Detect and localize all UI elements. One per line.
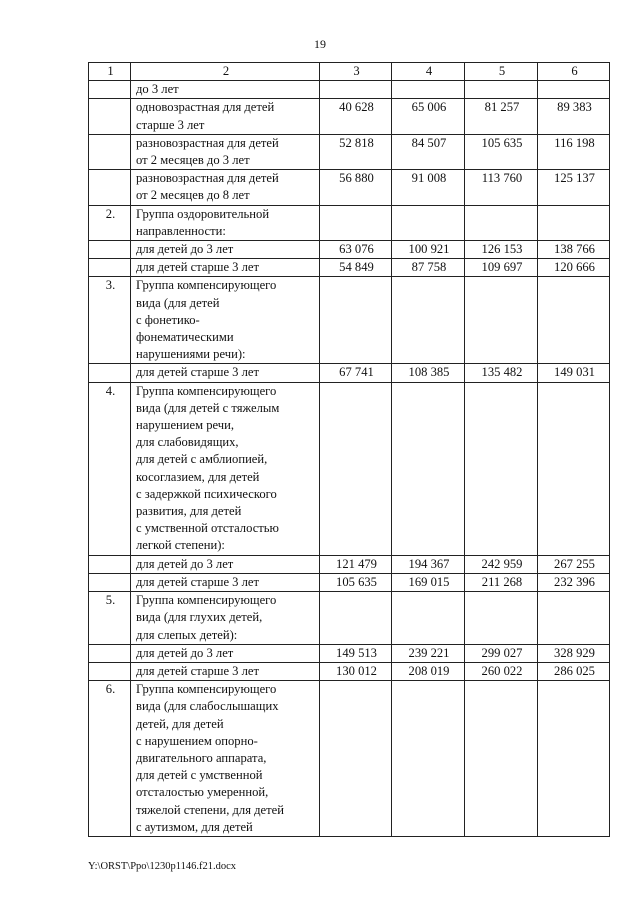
value-cell (538, 277, 610, 364)
row-label: Группа компенсирующего вида (для слабослышащих детей, для детей с нарушением опорно- двигательного аппарата, для детей с умственной отсталостью умеренной, тяжелой степени, для детей с аутизмом, для детей (131, 681, 320, 837)
row-label: Группа компенсирующего вида (для детей с фонетико- фонематическими нарушениями речи): (131, 277, 320, 364)
table-header-row (89, 63, 610, 81)
value-cell (320, 277, 392, 364)
value-cell: 54 849 (320, 259, 392, 277)
table-row (89, 99, 610, 134)
section-row (89, 382, 610, 555)
column-header: 6 (538, 63, 610, 81)
value-cell (320, 205, 392, 240)
value-cell (465, 592, 538, 645)
row-number: 5. (89, 592, 131, 645)
table-row (89, 644, 610, 662)
value-cell: 65 006 (392, 99, 465, 134)
row-label: для детей старше 3 лет (131, 364, 320, 382)
value-cell: 116 198 (538, 134, 610, 169)
value-cell (465, 382, 538, 555)
row-label: для детей до 3 лет (131, 555, 320, 573)
value-cell: 121 479 (320, 555, 392, 573)
value-cell: 138 766 (538, 241, 610, 259)
row-label: Группа компенсирующего вида (для детей с тяжелым нарушением речи, для слабовидящих, для детей с амблиопией, косоглазием, для детей с задержкой психического развития, для детей с умственной отсталостью легкой степени): (131, 382, 320, 555)
value-cell: 108 385 (392, 364, 465, 382)
row-label: для детей до 3 лет (131, 644, 320, 662)
value-cell: 120 666 (538, 259, 610, 277)
row-label: Группа компенсирующего вида (для глухих детей, для слепых детей): (131, 592, 320, 645)
row-number (89, 99, 131, 134)
value-cell (538, 382, 610, 555)
value-cell: 232 396 (538, 573, 610, 591)
value-cell: 242 959 (465, 555, 538, 573)
column-header: 2 (131, 63, 320, 81)
value-cell (538, 81, 610, 99)
column-header: 5 (465, 63, 538, 81)
value-cell: 149 513 (320, 644, 392, 662)
column-header: 4 (392, 63, 465, 81)
row-label: для детей старше 3 лет (131, 259, 320, 277)
section-row (89, 277, 610, 364)
row-label: одновозрастная для детей старше 3 лет (131, 99, 320, 134)
table-row (89, 259, 610, 277)
row-label: разновозрастная для детей от 2 месяцев до 8 лет (131, 170, 320, 205)
value-cell: 286 025 (538, 662, 610, 680)
value-cell: 105 635 (465, 134, 538, 169)
row-number (89, 573, 131, 591)
value-cell: 56 880 (320, 170, 392, 205)
row-number (89, 241, 131, 259)
value-cell: 239 221 (392, 644, 465, 662)
row-label: Группа оздоровительной направленности: (131, 205, 320, 240)
value-cell: 109 697 (465, 259, 538, 277)
value-cell (465, 205, 538, 240)
value-cell: 194 367 (392, 555, 465, 573)
row-number (89, 662, 131, 680)
value-cell (320, 382, 392, 555)
row-label: для детей старше 3 лет (131, 573, 320, 591)
table-row (89, 241, 610, 259)
value-cell (392, 382, 465, 555)
row-number: 4. (89, 382, 131, 555)
value-cell: 130 012 (320, 662, 392, 680)
value-cell (392, 681, 465, 837)
row-number (89, 555, 131, 573)
value-cell: 84 507 (392, 134, 465, 169)
table-row (89, 170, 610, 205)
row-number (89, 170, 131, 205)
row-label: до 3 лет (131, 81, 320, 99)
value-cell: 299 027 (465, 644, 538, 662)
value-cell: 87 758 (392, 259, 465, 277)
row-number (89, 134, 131, 169)
row-number (89, 644, 131, 662)
value-cell: 267 255 (538, 555, 610, 573)
value-cell (538, 681, 610, 837)
value-cell: 105 635 (320, 573, 392, 591)
value-cell: 149 031 (538, 364, 610, 382)
value-cell (320, 681, 392, 837)
value-cell (465, 277, 538, 364)
tariff-table (88, 62, 610, 837)
value-cell (320, 592, 392, 645)
table-row (89, 662, 610, 680)
value-cell: 91 008 (392, 170, 465, 205)
table-row (89, 364, 610, 382)
section-row (89, 592, 610, 645)
page-number: 19 (314, 37, 326, 51)
value-cell: 125 137 (538, 170, 610, 205)
value-cell (538, 592, 610, 645)
table-row (89, 81, 610, 99)
section-row (89, 681, 610, 837)
value-cell: 208 019 (392, 662, 465, 680)
value-cell: 81 257 (465, 99, 538, 134)
row-number (89, 259, 131, 277)
table-row (89, 134, 610, 169)
value-cell: 126 153 (465, 241, 538, 259)
value-cell (320, 81, 392, 99)
value-cell: 328 929 (538, 644, 610, 662)
section-row (89, 205, 610, 240)
file-path-footer: Y:\ORST\Ppo\1230p1146.f21.docx (88, 861, 236, 872)
row-label: для детей старше 3 лет (131, 662, 320, 680)
column-header: 1 (89, 63, 131, 81)
value-cell: 63 076 (320, 241, 392, 259)
value-cell: 67 741 (320, 364, 392, 382)
row-number (89, 364, 131, 382)
value-cell: 40 628 (320, 99, 392, 134)
column-header: 3 (320, 63, 392, 81)
value-cell (465, 681, 538, 837)
value-cell: 260 022 (465, 662, 538, 680)
row-number: 3. (89, 277, 131, 364)
value-cell: 52 818 (320, 134, 392, 169)
value-cell: 113 760 (465, 170, 538, 205)
row-number: 6. (89, 681, 131, 837)
value-cell (392, 592, 465, 645)
row-number (89, 81, 131, 99)
row-label: разновозрастная для детей от 2 месяцев до 3 лет (131, 134, 320, 169)
value-cell (392, 205, 465, 240)
value-cell (465, 81, 538, 99)
value-cell: 169 015 (392, 573, 465, 591)
row-number: 2. (89, 205, 131, 240)
row-label: для детей до 3 лет (131, 241, 320, 259)
value-cell (392, 81, 465, 99)
table-row (89, 555, 610, 573)
value-cell (392, 277, 465, 364)
table-row (89, 573, 610, 591)
value-cell: 211 268 (465, 573, 538, 591)
value-cell: 135 482 (465, 364, 538, 382)
value-cell: 100 921 (392, 241, 465, 259)
value-cell: 89 383 (538, 99, 610, 134)
value-cell (538, 205, 610, 240)
